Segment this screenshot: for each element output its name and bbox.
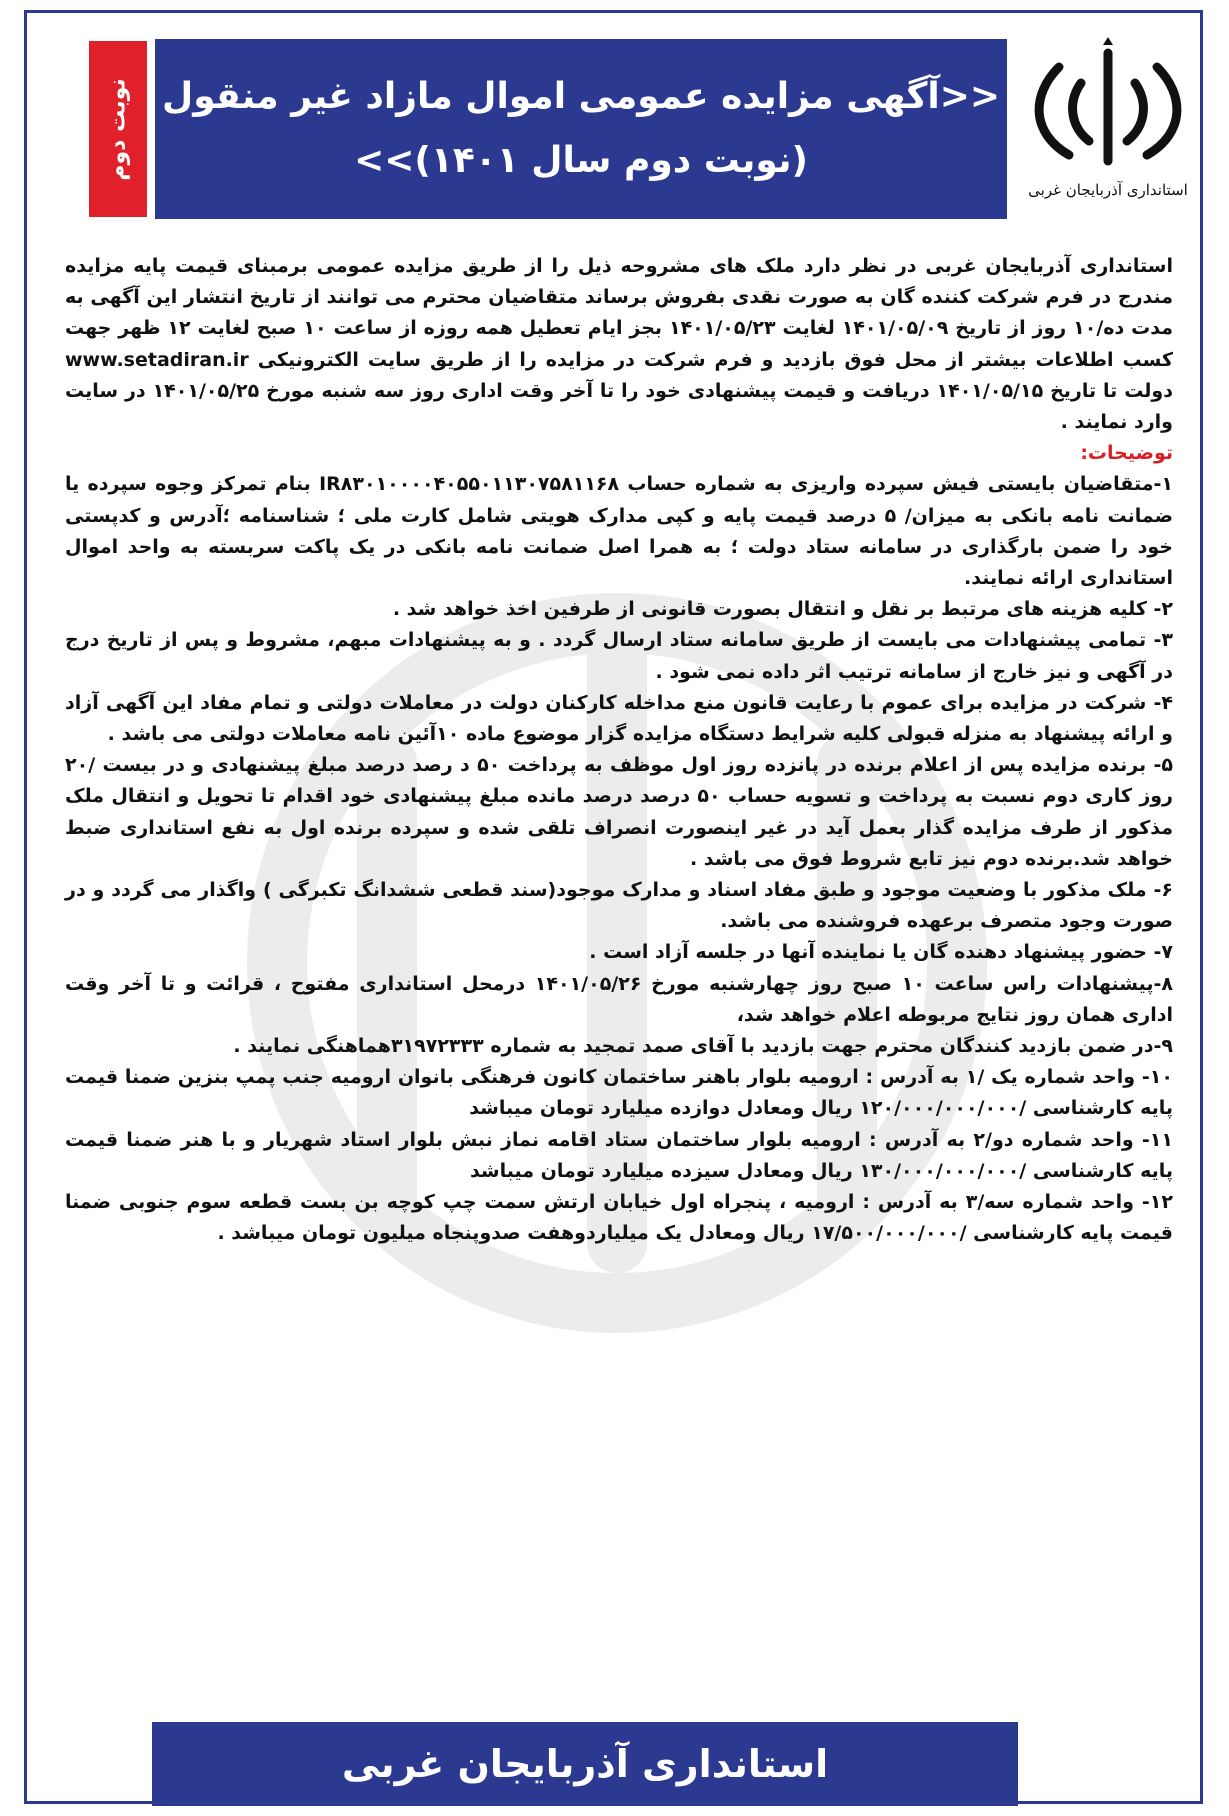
notice-title: <<آگهی مزایده عمومی اموال مازاد غیر منقول [161,76,1001,117]
note-item: ۱-متقاضیان بایستی فیش سپرده واریزی به شماره حساب IR۸۳۰۱۰۰۰۰۴۰۵۵۰۱۱۳۰۷۵۸۱۱۶۸ بنام تمرکز وجوه سپرده یا ضمانت نامه بانکی به میزان/ ۵ درصد قیمت پایه و کپی مدارک هویتی شامل کارت ملی ؛ شناسنامه ؛آدرس و کدپستی خود را ضمن بارگذاری در سامانه ستاد دولت ؛ به همرا اصل ضمانت نامه بانکی در یک پاکت سربسته به واحد اموال استانداری ارائه نمایند. [65,473,1173,590]
note-item: ۴- شرکت در مزایده برای عموم با رعایت قانون منع مداخله کارکنان دولت در معاملات دولتی و تمام مفاد این آگهی آزاد و ارائه پیشنهاد به منزله قبولی کلیه شرایط دستگاه مزایده گزار موضوع ماده ۱۰آئین نامه معاملات دولتی می باشد . [65,691,1173,746]
note-item: ۹-در ضمن بازدید کنندگان محترم جهت بازدید با آقای صمد تمجید به شماره ۳۱۹۷۲۳۳۳هماهنگی نمایند . [233,1035,1173,1058]
title-box [155,39,1007,219]
footer-text: استانداری آذربایجان غربی [341,1742,829,1786]
note-item: ۱۰- واحد شماره یک /۱ به آدرس : ارومیه بلوار باهنر ساختمان کانون فرهنگی بانوان ارومیه جنب پمپ بنزین ضمنا قیمت پایه کارشناسی /۱۲۰/۰۰۰/۰۰۰/۰۰۰ ریال ومعادل دوازده میلیارد تومان میباشد [65,1066,1173,1120]
note-item: ۲- کلیه هزینه های مرتبط بر نقل و انتقال بصورت قانونی از طرفین اخذ خواهد شد . [392,598,1173,621]
intro-text-2: دولت تا تاریخ ۱۴۰۱/۰۵/۱۵ دریافت و قیمت پیشنهادی خود را تا آخر وقت اداری روز سه شنبه مورخ ۱۴۰۱/۰۵/۲۵ در سایت وارد نمایند . [65,379,1173,434]
note-item: ۱۱- واحد شماره دو/۲ به آدرس : ارومیه بلوار ساختمان ستاد اقامه نماز نبش بلوار استاد شهریار و با هنر ضمنا قیمت پایه کارشناسی /۱۳۰/۰۰۰/۰۰۰/۰۰۰ ریال ومعادل سیزده میلیارد تومان میباشد [65,1128,1173,1182]
intro-paragraph [65,251,1173,438]
setad-url: www.setadiran.ir [65,348,249,371]
round-tag [89,41,147,217]
note-item: ۷- حضور پیشنهاد دهنده گان یا نماینده آنها در جلسه آزاد است . [589,941,1173,964]
intro-text-1: استانداری آذربایجان غربی در نظر دارد ملک های مشروحه ذیل را از طریق مزایده عمومی برمبنای قیمت پایه مزایده مندرج در فرم شرکت کننده گان به صورت نقدی بفروش برساند متقاضیان محترم می توانند از تاریخ انتشار این آگهی به مدت ده/۱۰ روز از تاریخ ۱۴۰۱/۰۵/۰۹ لغایت ۱۴۰۱/۰۵/۲۳ بجز ایام تعطیل همه روزه از ساعت ۱۰ صبح لغایت ۱۲ ظهر جهت کسب اطلاعات بیشتر از محل فوق بازدید و فرم شرکت در مزایده را از طریق سایت الکترونیکی [65,255,1173,371]
logo-caption: استانداری آذربایجان غربی [1028,181,1188,199]
notice-body [65,251,1173,1250]
notes-heading: توضیحات: [1080,442,1173,465]
note-item: ۸-پیشنهادات راس ساعت ۱۰ صبح روز چهارشنبه مورخ ۱۴۰۱/۰۵/۲۶ درمحل استانداری مفتوح ، قرائت و تا آخر وقت اداری همان روز نتایج مربوطه اعلام خواهد شد، [65,972,1173,1026]
note-item: ۳- تمامی پیشنهادات می بایست از طریق سامانه ستاد ارسال گردد . و به پیشنهادات مبهم، مشروط و پس از تاریخ درج در آگهی و نیز خارج از سامانه ترتیب اثر داده نمی شود . [65,629,1173,683]
iran-emblem-icon [1019,37,1197,177]
province-logo [1019,37,1197,217]
notice-frame [24,10,1203,1804]
note-item: ۶- ملک مذکور با وضعیت موجود و طبق مفاد اسناد و مدارک موجود(سند قطعی ششدانگ تکبرگی ) واگذار می گردد و در صورت وجود متصرف برعهده فروشنده می باشد. [65,879,1173,933]
footer-banner [152,1722,1018,1806]
note-item: ۵- برنده مزایده پس از اعلام برنده در پانزده روز اول موظف به پرداخت ۵۰ د رصد درصد مبلغ پیشنهادی و در بیست /۲۰ روز کاری دوم نسبت به پرداخت و تسویه حساب ۵۰ درصد درصد مانده مبلغ پیشنهادی خود اقدام تا تحویل و انتقال ملک مذکور از طرف مزایده گذار بعمل آید در غیر اینصورت انصراف تلقی شده و سپرده برنده اول به نفع استانداری ضبط خواهد شد.برنده دوم نیز تابع شروط فوق می باشد . [65,754,1173,870]
round-tag-label: نوبت دوم [105,77,131,181]
note-item: ۱۲- واحد شماره سه/۳ به آدرس : ارومیه ، پنجراه اول خیابان ارتش سمت چپ کوچه بن بست قطعه سوم جنوبی ضمنا قیمت پایه کارشناسی /۱۷/۵۰۰/۰۰۰/۰۰۰ ریال ومعادل یک میلیاردوهفت صدوپنجاه میلیون تومان میباشد . [65,1191,1173,1245]
notice-header [27,13,1200,223]
notice-subtitle: (نوبت دوم سال ۱۴۰۱)>> [354,140,808,181]
